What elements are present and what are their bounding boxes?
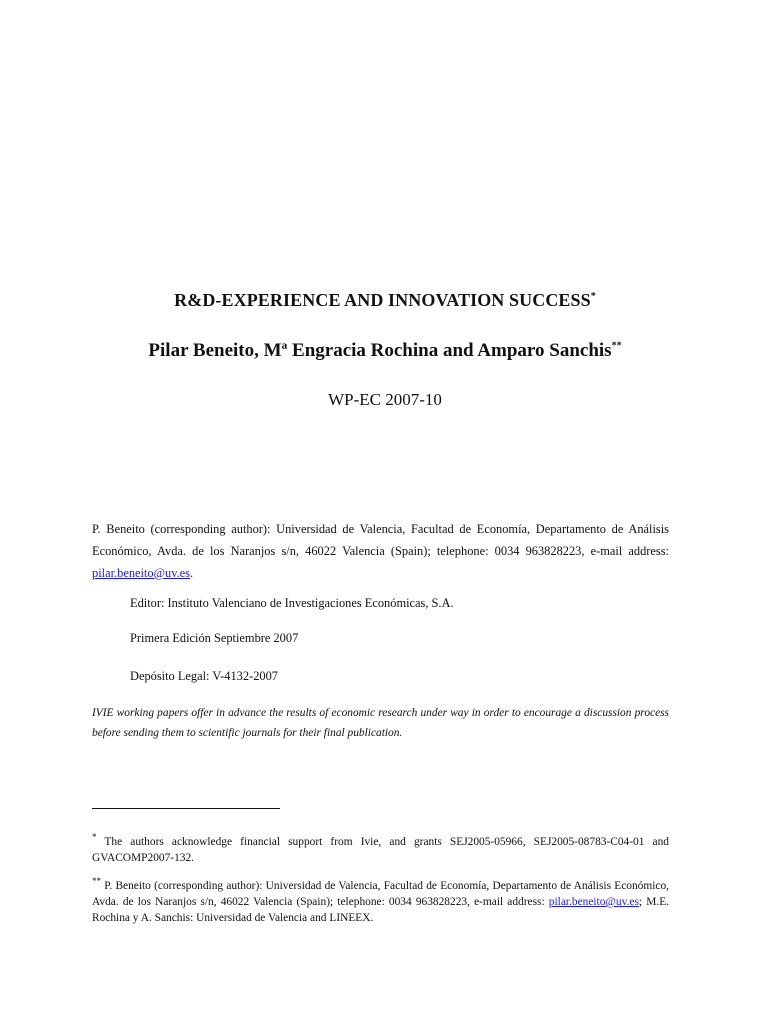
footnote-2-text: P. Beneito (corresponding author): Universidad de Valencia, Facultad de Economía, Departamento de Análisis Económico, Avda. de los Naranjos s/n, 46022 Valencia (Spain); telephone: 0034 963828223, e-mail address:	[92, 880, 669, 908]
corresponding-author-text: P. Beneito (corresponding author): Universidad de Valencia, Facultad de Economía, Departamento de Análisis Económico, Avda. de los Naranjos s/n, 46022 Valencia (Spain); telephone: 0034 963828223, e-mail address:	[92, 522, 669, 558]
edition-line: Primera Edición Septiembre 2007	[130, 631, 299, 645]
title-footnote-mark: *	[590, 291, 596, 302]
author-list	[0, 340, 770, 362]
corresponding-end: .	[190, 566, 194, 580]
footnote-divider	[92, 808, 280, 809]
ivie-disclaimer: IVIE working papers offer in advance the results of economic research under way in order to encourage a discussion process before sending them to scientific journals for their final publication.	[92, 707, 669, 739]
working-paper-number: WP-EC 2007-10	[328, 390, 442, 409]
footnote-2-email-link[interactable]: pilar.beneito@uv.es	[548, 896, 639, 908]
footnote-2	[92, 878, 669, 926]
paper-title-text: R&D-EXPERIENCE AND INNOVATION SUCCESS	[174, 290, 591, 310]
corresponding-email-link[interactable]: pilar.beneito@uv.es	[92, 566, 191, 580]
footnote-1	[92, 834, 669, 866]
footnote-1-mark: *	[92, 832, 97, 843]
footnote-2-after: ; M.E. Rochina y A. Sanchis: Universidad de Valencia and LINEEX.	[92, 896, 669, 924]
editor-line: Editor: Instituto Valenciano de Investigaciones Económicas, S.A.	[130, 596, 454, 610]
footnote-1-text: The authors acknowledge financial support from Ivie, and grants SEJ2005-05966, SEJ2005-08783-C04-01 and GVACOMP2007-132.	[92, 836, 669, 864]
corresponding-author-info	[92, 518, 669, 584]
author-list-text: Pilar Beneito, Mª Engracia Rochina and Amparo Sanchis	[148, 340, 612, 361]
legal-deposit-line: Depósito Legal: V-4132-2007	[130, 669, 278, 683]
footnote-2-mark: **	[92, 876, 101, 887]
paper-title	[0, 290, 770, 311]
authors-footnote-mark: **	[611, 340, 622, 352]
